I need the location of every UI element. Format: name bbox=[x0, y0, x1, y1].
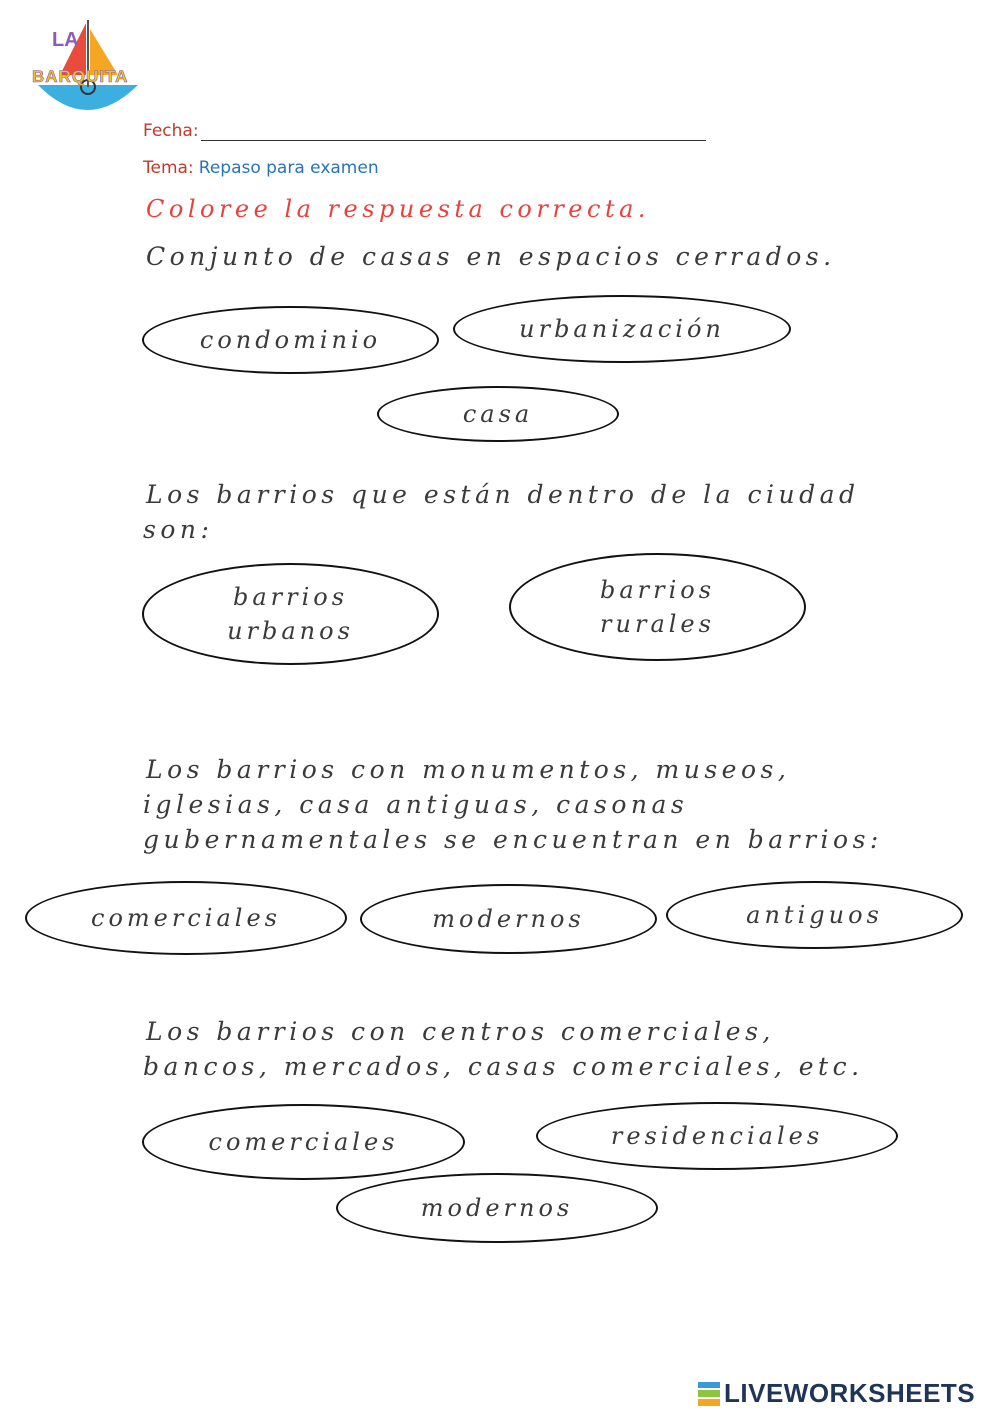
option-label: modernos bbox=[432, 905, 585, 933]
question-3-prompt-line-1: Los barrios con monumentos, museos, bbox=[146, 755, 791, 784]
q1-option-urbanizacion[interactable] bbox=[453, 295, 791, 363]
question-2-prompt-line-1: Los barrios que están dentro de la ciudad bbox=[146, 480, 860, 509]
tema-row bbox=[143, 158, 379, 178]
question-3-prompt-line-2: iglesias, casa antiguas, casonas bbox=[143, 790, 689, 819]
question-1-prompt: Conjunto de casas en espacios cerrados. bbox=[146, 242, 836, 271]
question-3-prompt-line-3: gubernamentales se encuentran en barrios: bbox=[143, 825, 883, 854]
instruction: Coloree la respuesta correcta. bbox=[146, 195, 651, 223]
fecha-input-line[interactable] bbox=[201, 122, 706, 141]
option-label: comerciales bbox=[91, 904, 281, 932]
q2-option-urbanos[interactable] bbox=[142, 563, 439, 665]
tema-value: Repaso para examen bbox=[198, 158, 379, 178]
q1-option-casa[interactable] bbox=[377, 386, 619, 442]
option-label: casa bbox=[462, 400, 534, 428]
q4-option-modernos[interactable] bbox=[336, 1173, 658, 1243]
fecha-label: Fecha: bbox=[143, 121, 199, 141]
option-label: urbanización bbox=[519, 315, 725, 343]
logo-word-2: BARQUITA bbox=[32, 67, 129, 86]
logo-word-1: LA bbox=[52, 29, 79, 51]
q3-option-modernos[interactable] bbox=[360, 884, 657, 954]
liveworksheets-logo-icon bbox=[698, 1381, 720, 1407]
tema-label: Tema: bbox=[143, 158, 194, 178]
liveworksheets-brand bbox=[698, 1378, 975, 1409]
liveworksheets-text: LIVEWORKSHEETS bbox=[724, 1378, 976, 1408]
option-label: barrios urbanos bbox=[227, 583, 354, 645]
option-label: modernos bbox=[420, 1194, 574, 1222]
question-2-prompt-line-2: son: bbox=[143, 515, 214, 544]
option-label: comerciales bbox=[208, 1128, 399, 1156]
q1-option-condominio[interactable] bbox=[142, 306, 439, 374]
option-label: barrios rurales bbox=[599, 576, 716, 638]
option-label: antiguos bbox=[746, 901, 883, 929]
q3-option-antiguos[interactable] bbox=[666, 881, 963, 949]
question-4-prompt-line-2: bancos, mercados, casas comerciales, etc. bbox=[143, 1052, 864, 1081]
q3-option-comerciales[interactable] bbox=[25, 881, 347, 955]
q4-option-residenciales[interactable] bbox=[536, 1102, 898, 1170]
q2-option-rurales[interactable] bbox=[509, 553, 806, 661]
school-logo bbox=[30, 15, 145, 120]
q4-option-comerciales[interactable] bbox=[142, 1104, 465, 1180]
fecha-row bbox=[143, 121, 706, 141]
option-label: residenciales bbox=[610, 1122, 824, 1150]
question-4-prompt-line-1: Los barrios con centros comerciales, bbox=[146, 1017, 775, 1046]
option-label: condominio bbox=[199, 326, 382, 354]
